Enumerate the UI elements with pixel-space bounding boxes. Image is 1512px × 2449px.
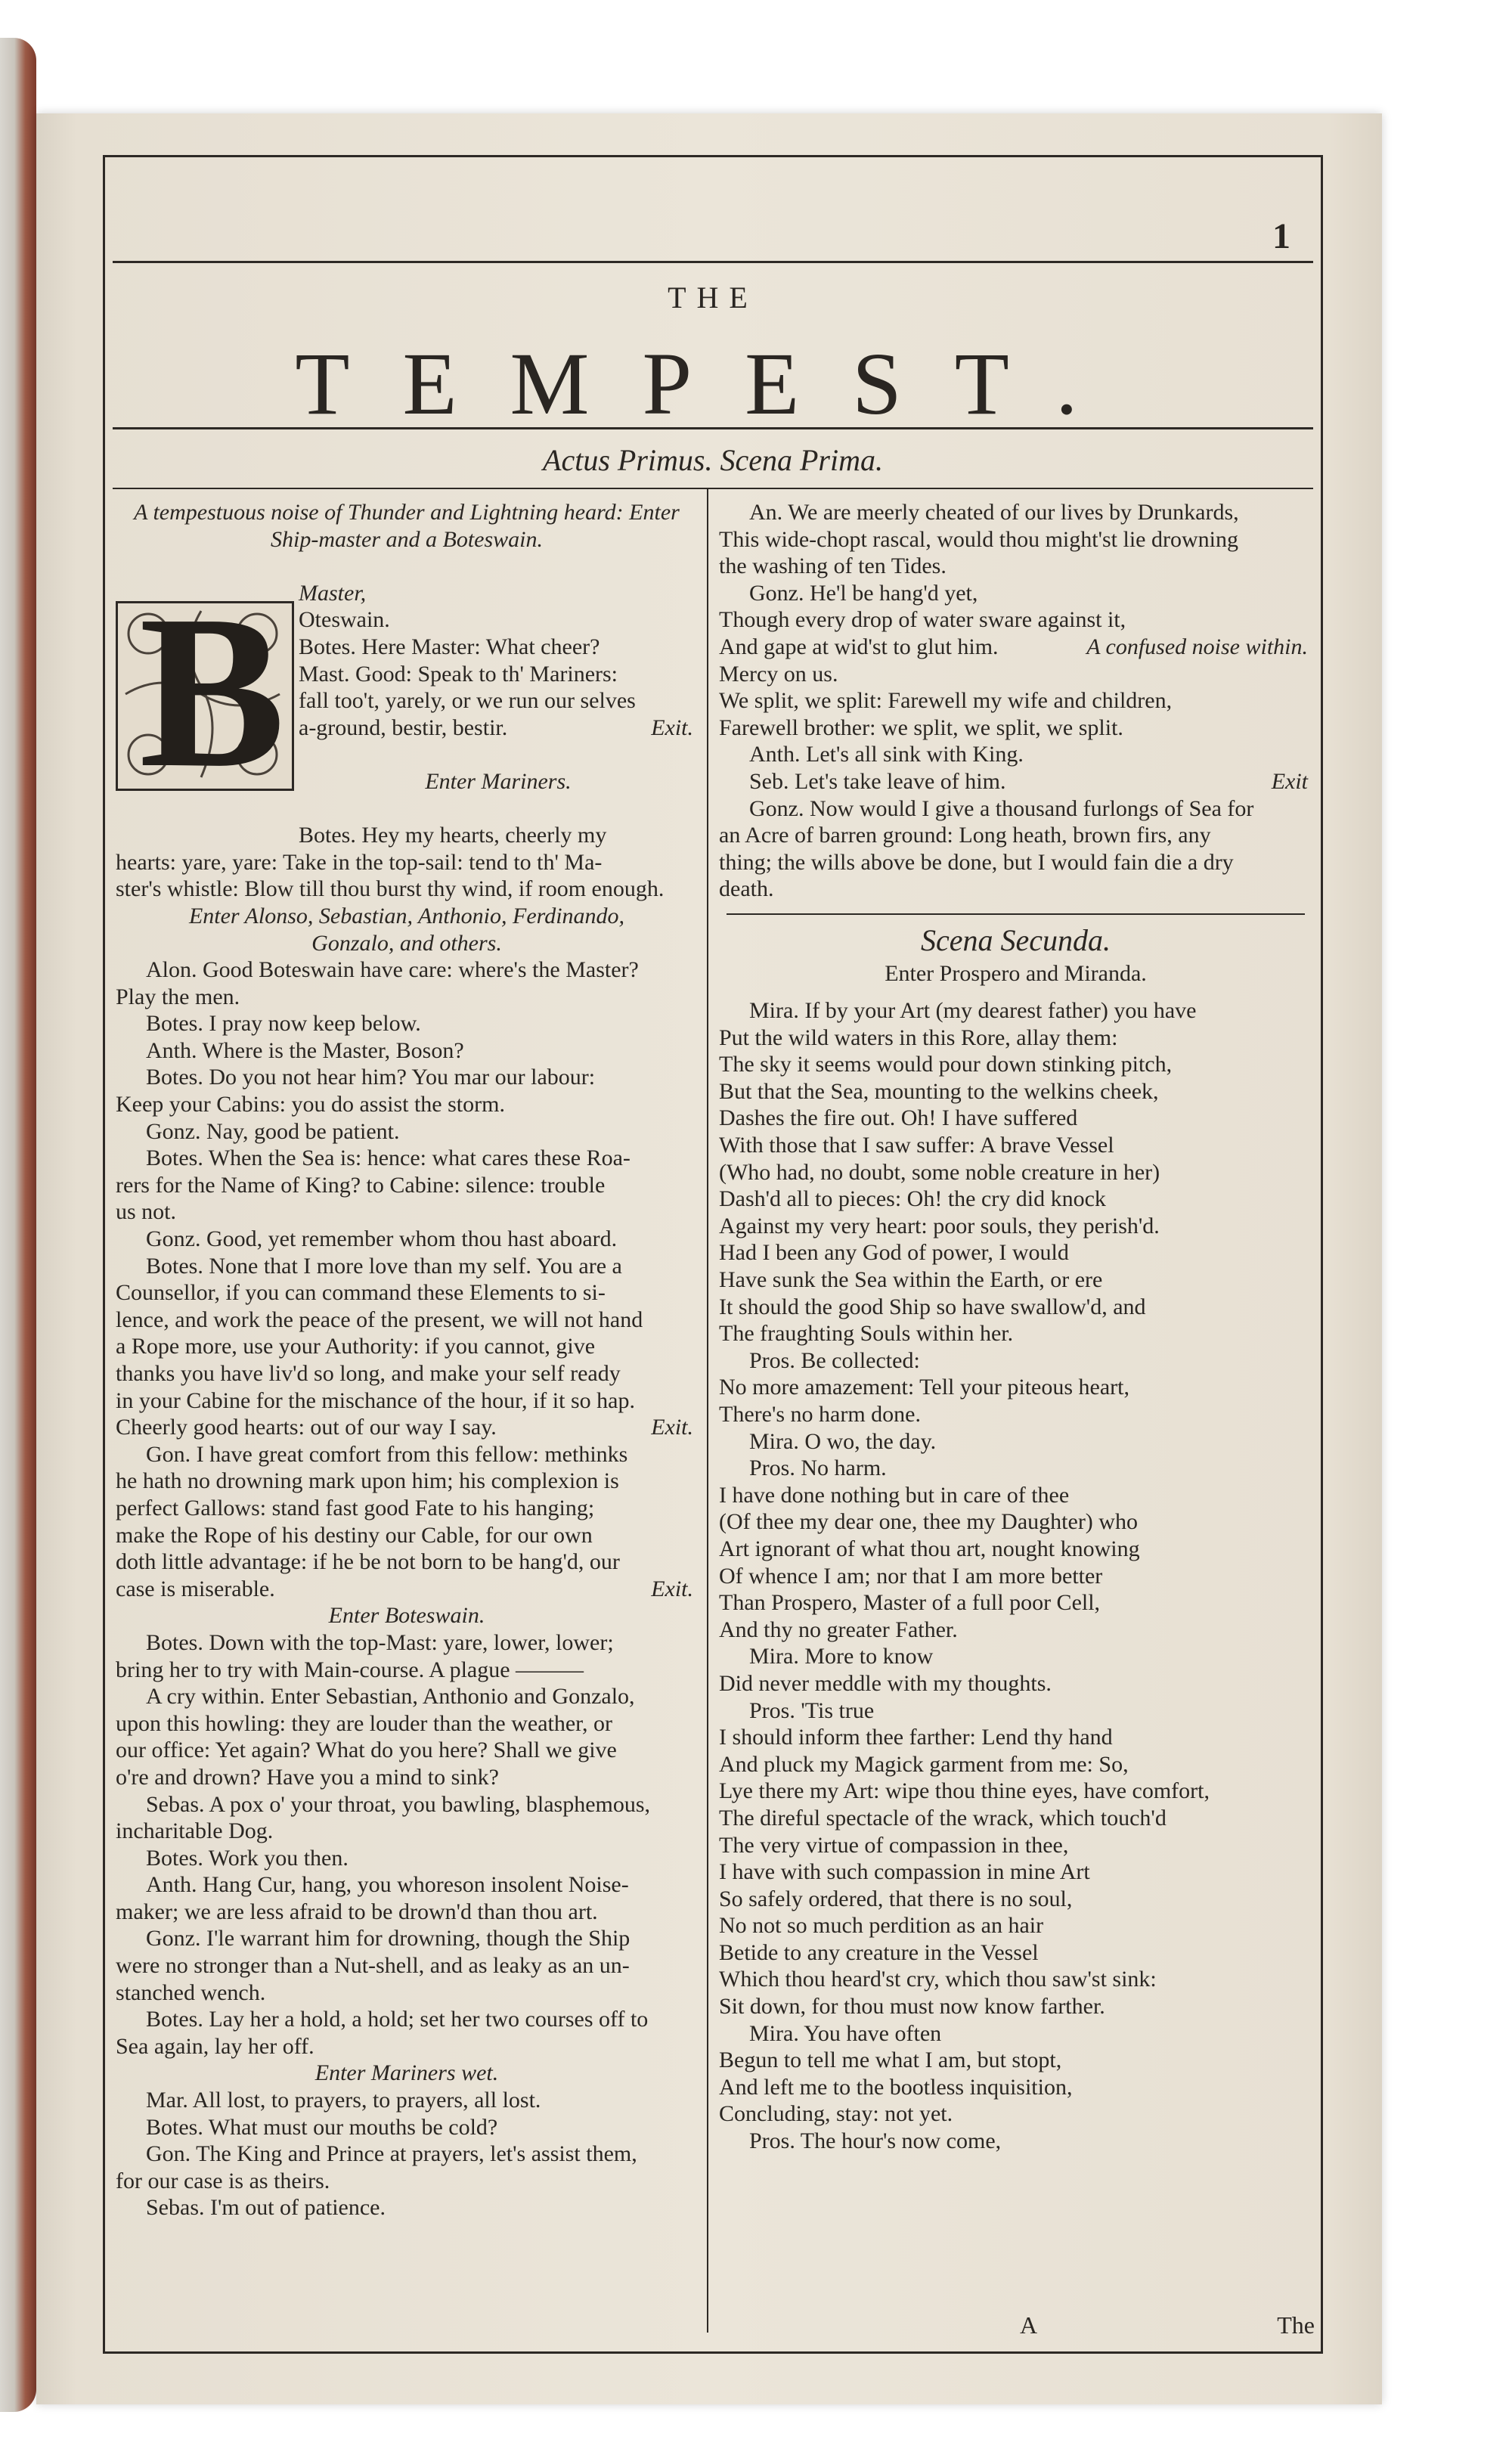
text-line bbox=[719, 1589, 1312, 1617]
text-line bbox=[116, 1522, 698, 1549]
text-line bbox=[116, 903, 698, 930]
line-text: Dash'd all to pieces: Oh! the cry did knock bbox=[719, 1186, 1106, 1212]
line-text: Sit down, for thou must now know farther. bbox=[719, 1994, 1105, 2020]
text-line bbox=[719, 661, 1312, 688]
catchword: The bbox=[1277, 2311, 1315, 2339]
text-line bbox=[719, 2100, 1312, 2128]
line-text: Oteswain. bbox=[299, 607, 390, 633]
line-text: And thy no greater Father. bbox=[719, 1617, 958, 1642]
line-text: bring her to try with Main-course. A plague ——— bbox=[116, 1657, 584, 1682]
text-line bbox=[719, 1536, 1312, 1563]
scene-rule bbox=[727, 913, 1305, 915]
line-text: Botes. None that I more love than my self. You are a bbox=[146, 1253, 622, 1279]
line-text: A cry within. Enter Sebastian, Anthonio and Gonzalo, bbox=[146, 1684, 635, 1710]
line-text: an Acre of barren ground: Long heath, brown firs, any bbox=[719, 823, 1211, 848]
line-text: (Who had, no doubt, some noble creature in her) bbox=[719, 1159, 1160, 1185]
line-text: Mira. If by your Art (my dearest father) you have bbox=[749, 998, 1197, 1024]
text-line bbox=[719, 2047, 1312, 2074]
text-line bbox=[719, 1294, 1312, 1321]
line-text: thanks you have liv'd so long, and make your self ready bbox=[116, 1361, 621, 1386]
line-text: Begun to tell me what I am, but stopt, bbox=[719, 2048, 1062, 2073]
line-text: Gonz. Nay, good be patient. bbox=[146, 1118, 400, 1144]
line-text: us not. bbox=[116, 1199, 177, 1225]
text-line bbox=[116, 2194, 698, 2221]
text-line bbox=[116, 984, 698, 1011]
text-line bbox=[116, 2168, 698, 2195]
text-line bbox=[116, 2141, 698, 2168]
line-text: With those that I saw suffer: A brave Vessel bbox=[719, 1133, 1114, 1158]
line-text: Mercy on us. bbox=[719, 661, 838, 687]
line-text: Gon. The King and Prince at prayers, let's assist them, bbox=[146, 2141, 637, 2167]
line-text: It should the good Ship so have swallow'd, and bbox=[719, 1294, 1146, 1319]
text-line bbox=[719, 1455, 1312, 1482]
text-line bbox=[719, 1266, 1312, 1294]
text-line bbox=[116, 1791, 698, 1818]
line-text: upon this howling: they are louder than the weather, or bbox=[116, 1710, 612, 1736]
line-text: Enter Mariners. bbox=[425, 768, 572, 794]
line-text: lence, and work the peace of the present, we will not hand bbox=[116, 1307, 643, 1332]
line-text: Gonz. Good, yet remember whom thou hast aboard. bbox=[146, 1226, 618, 1252]
text-line bbox=[719, 606, 1312, 634]
book-spine bbox=[0, 38, 36, 2412]
line-text: Pros. The hour's now come, bbox=[749, 2128, 1002, 2154]
line-text: Botes. What must our mouths be cold? bbox=[146, 2114, 498, 2140]
line-text: Mira. O wo, the day. bbox=[749, 1428, 937, 1454]
text-line bbox=[116, 1737, 698, 1764]
line-text: Enter Mariners wet. bbox=[314, 2060, 499, 2086]
title-rule-bottom bbox=[113, 427, 1313, 429]
stage-direction: Exit. bbox=[651, 715, 693, 740]
line-text: Mast. Good: Speak to th' Mariners: bbox=[299, 661, 618, 687]
page-title: TEMPEST. bbox=[295, 334, 1131, 433]
text-line bbox=[719, 580, 1312, 607]
text-line bbox=[719, 849, 1312, 876]
column-divider bbox=[707, 488, 708, 2333]
text-line bbox=[116, 1710, 698, 1738]
text-line bbox=[719, 1724, 1312, 1751]
text-line bbox=[116, 2006, 698, 2033]
scene2-stage-direction: Enter Prospero and Miranda. bbox=[885, 960, 1147, 986]
text-line bbox=[116, 1548, 698, 1576]
line-text: (Of thee my dear one, thee my Daughter) who bbox=[719, 1509, 1138, 1535]
text-line bbox=[116, 1333, 698, 1360]
line-text: a Rope more, use your Authority: if you cannot, give bbox=[116, 1334, 596, 1359]
text-line bbox=[719, 1213, 1312, 1240]
text-line bbox=[719, 1993, 1312, 2020]
text-line bbox=[719, 1966, 1312, 1993]
line-text: Anth. Where is the Master, Boson? bbox=[146, 1037, 464, 1063]
line-text: Mira. You have often bbox=[749, 2020, 942, 2046]
line-text: Which thou heard'st cry, which thou saw'st sink: bbox=[719, 1967, 1157, 1992]
text-line bbox=[116, 849, 698, 876]
drop-cap-letter: B bbox=[139, 570, 286, 813]
text-line bbox=[116, 1037, 698, 1065]
line-text: in your Cabine for the mischance of the hour, if it so hap. bbox=[116, 1387, 635, 1413]
line-text: make the Rope of his destiny our Cable, for our own bbox=[116, 1522, 593, 1548]
text-line bbox=[719, 687, 1312, 715]
text-line bbox=[719, 1186, 1312, 1213]
line-text: Anth. Let's all sink with King. bbox=[749, 742, 1024, 767]
text-line bbox=[719, 1239, 1312, 1266]
text-line bbox=[116, 1145, 698, 1172]
line-text: Dashes the fire out. Oh! I have suffered bbox=[719, 1105, 1078, 1131]
line-text: The direful spectacle of the wrack, which touch'd bbox=[719, 1805, 1167, 1831]
text-line bbox=[719, 1858, 1312, 1886]
text-line bbox=[719, 1886, 1312, 1913]
page-frame bbox=[103, 155, 1323, 2354]
line-text: fall too't, yarely, or we run our selves bbox=[299, 688, 636, 714]
line-text: Cheerly good hearts: out of our way I say. bbox=[116, 1415, 497, 1440]
drop-cap-ornament bbox=[116, 570, 294, 813]
text-line bbox=[719, 1751, 1312, 1778]
line-text: Gonzalo, and others. bbox=[311, 930, 502, 956]
stage-direction: Exit. bbox=[651, 1576, 693, 1601]
text-line bbox=[116, 2087, 698, 2114]
text-line bbox=[719, 1805, 1312, 1832]
line-text: Have sunk the Sea within the Earth, or ere bbox=[719, 1267, 1103, 1293]
text-line bbox=[719, 768, 1312, 795]
line-text: doth little advantage: if he be not born to be hang'd, our bbox=[116, 1549, 620, 1575]
line-text: And gape at wid'st to glut him. bbox=[719, 634, 999, 659]
line-text: Gonz. He'l be hang'd yet, bbox=[749, 580, 978, 606]
text-line bbox=[116, 1064, 698, 1091]
text-line bbox=[719, 1912, 1312, 1939]
title-rule-top bbox=[113, 261, 1313, 263]
text-line bbox=[116, 1495, 698, 1522]
line-text: Keep your Cabins: you do assist the storm. bbox=[116, 1092, 505, 1118]
page-number: 1 bbox=[1272, 216, 1290, 256]
line-text: This wide-chopt rascal, would thou might'st lie drowning bbox=[719, 526, 1238, 552]
text-line bbox=[116, 1871, 698, 1899]
line-text: I have done nothing but in care of thee bbox=[719, 1482, 1070, 1508]
text-line bbox=[116, 1979, 698, 2007]
line-text: case is miserable. bbox=[116, 1576, 275, 1601]
text-line bbox=[719, 526, 1312, 553]
text-line bbox=[116, 1657, 698, 1684]
line-text: Had I been any God of power, I would bbox=[719, 1240, 1069, 1266]
text-line bbox=[116, 1441, 698, 1468]
line-text: Anth. Hang Cur, hang, you whoreson insolent Noise- bbox=[146, 1872, 629, 1898]
book-page bbox=[36, 113, 1382, 2404]
line-text: Sebas. A pox o' your throat, you bawling, blasphemous, bbox=[146, 1791, 651, 1817]
text-line bbox=[116, 2033, 698, 2060]
line-text: Botes. Lay her a hold, a hold; set her two courses off to bbox=[146, 2007, 649, 2032]
signature-mark: A bbox=[1020, 2311, 1038, 2339]
text-line bbox=[719, 822, 1312, 849]
line-text: No more amazement: Tell your piteous heart, bbox=[719, 1375, 1130, 1400]
text-line bbox=[719, 997, 1312, 1025]
line-text: And left me to the bootless inquisition, bbox=[719, 2074, 1073, 2100]
text-line bbox=[719, 1428, 1312, 1455]
line-text: Master, bbox=[299, 580, 367, 606]
text-line bbox=[719, 1617, 1312, 1644]
line-text: Seb. Let's take leave of him. bbox=[749, 768, 1006, 794]
text-line bbox=[719, 2128, 1312, 2155]
text-line bbox=[116, 1683, 698, 1710]
line-text: Against my very heart: poor souls, they perish'd. bbox=[719, 1213, 1160, 1238]
text-line bbox=[719, 1078, 1312, 1105]
left-column bbox=[116, 499, 698, 2221]
text-line bbox=[719, 795, 1312, 823]
text-line bbox=[719, 634, 1312, 661]
text-line bbox=[719, 876, 1312, 903]
line-text: Of whence I am; nor that I am more better bbox=[719, 1563, 1103, 1589]
line-text: perfect Gallows: stand fast good Fate to his hanging; bbox=[116, 1495, 595, 1521]
scene2-heading: Scena Secunda. bbox=[920, 922, 1111, 957]
text-line bbox=[116, 876, 698, 903]
line-text: We split, we split: Farewell my wife and children, bbox=[719, 688, 1173, 714]
line-text: Though every drop of water sware against it, bbox=[719, 607, 1126, 633]
text-line bbox=[116, 1629, 698, 1657]
text-line bbox=[116, 1387, 698, 1415]
scene1-continuation bbox=[719, 499, 1312, 903]
line-text: Sea again, lay her off. bbox=[116, 2033, 314, 2059]
text-line bbox=[116, 1952, 698, 1979]
text-line bbox=[116, 1226, 698, 1253]
stage-direction: Exit. bbox=[651, 1415, 693, 1440]
line-text: Botes. Here Master: What cheer? bbox=[299, 634, 600, 659]
line-text: Mira. More to know bbox=[749, 1644, 934, 1669]
text-line bbox=[116, 1198, 698, 1226]
text-line bbox=[116, 822, 698, 849]
text-line bbox=[116, 1172, 698, 1199]
right-column bbox=[719, 499, 1312, 2155]
line-text: Pros. Be collected: bbox=[749, 1347, 920, 1373]
text-line bbox=[719, 1563, 1312, 1590]
top-rule bbox=[105, 155, 1321, 157]
text-line bbox=[116, 1899, 698, 1926]
line-text: Pros. No harm. bbox=[749, 1455, 887, 1481]
line-text: But that the Sea, mounting to the welkins cheek, bbox=[719, 1078, 1159, 1104]
line-text: Botes. Hey my hearts, cheerly my bbox=[299, 823, 607, 848]
text-line bbox=[719, 2074, 1312, 2101]
text-line bbox=[719, 1939, 1312, 1967]
line-text: Concluding, stay: not yet. bbox=[719, 2101, 953, 2127]
text-line bbox=[719, 741, 1312, 768]
text-line bbox=[719, 1832, 1312, 1859]
line-text: death. bbox=[719, 876, 774, 902]
line-text: Gonz. Now would I give a thousand furlongs of Sea for bbox=[749, 795, 1254, 821]
line-text: A tempestuous noise of Thunder and Lightning heard: Enter bbox=[134, 500, 680, 525]
text-line bbox=[719, 1132, 1312, 1159]
text-line bbox=[116, 2114, 698, 2141]
text-line bbox=[116, 526, 698, 553]
line-text: o're and drown? Have you a mind to sink? bbox=[116, 1764, 499, 1790]
line-text: No not so much perdition as an hair bbox=[719, 1913, 1044, 1939]
line-text: The very virtue of compassion in thee, bbox=[719, 1832, 1069, 1858]
line-text: Enter Boteswain. bbox=[328, 1603, 485, 1629]
text-line bbox=[116, 1307, 698, 1334]
text-line bbox=[719, 1025, 1312, 1052]
text-line bbox=[116, 1468, 698, 1495]
text-line bbox=[116, 1602, 698, 1629]
line-text: Mar. All lost, to prayers, to prayers, all lost. bbox=[146, 2088, 541, 2113]
text-line bbox=[719, 1105, 1312, 1132]
line-text: stanched wench. bbox=[116, 1979, 266, 2005]
line-text: Botes. Work you then. bbox=[146, 1845, 349, 1871]
text-line bbox=[116, 1576, 698, 1603]
text-line bbox=[116, 1845, 698, 1872]
line-text: incharitable Dog. bbox=[116, 1818, 274, 1844]
text-line bbox=[116, 1253, 698, 1280]
text-line bbox=[116, 1091, 698, 1118]
text-line bbox=[719, 2020, 1312, 2048]
line-text: Sebas. I'm out of patience. bbox=[146, 2195, 386, 2221]
line-text: I have with such compassion in mine Art bbox=[719, 1859, 1090, 1885]
line-text: Counsellor, if you can command these Elements to si- bbox=[116, 1280, 606, 1306]
text-line bbox=[719, 715, 1312, 742]
line-text: a-ground, bestir, bestir. bbox=[299, 715, 508, 740]
heading-rule bbox=[113, 488, 1313, 489]
line-text: thing; the wills above be done, but I would fain die a dry bbox=[719, 849, 1234, 875]
stage-direction: Exit bbox=[1271, 768, 1308, 794]
line-text: maker; we are less afraid to be drown'd than thou art. bbox=[116, 1899, 598, 1924]
line-text: Play the men. bbox=[116, 984, 240, 1009]
text-line bbox=[116, 2060, 698, 2087]
text-line bbox=[719, 1482, 1312, 1509]
scene2-lines bbox=[719, 997, 1312, 2155]
text-line bbox=[719, 1778, 1312, 1805]
text-line bbox=[116, 1279, 698, 1307]
text-line bbox=[719, 499, 1312, 526]
line-text: Enter Alonso, Sebastian, Anthonio, Ferdinando, bbox=[188, 903, 625, 928]
line-text: Did never meddle with my thoughts. bbox=[719, 1670, 1052, 1696]
line-text: were no stronger than a Nut-shell, and as leaky as an un- bbox=[116, 1953, 630, 1979]
line-text: Pros. 'Tis true bbox=[749, 1697, 875, 1723]
text-line bbox=[719, 1159, 1312, 1186]
stage-direction: A confused noise within. bbox=[1086, 634, 1308, 659]
line-text: And pluck my Magick garment from me: So, bbox=[719, 1751, 1129, 1777]
line-text: An. We are meerly cheated of our lives by Drunkards, bbox=[749, 500, 1239, 525]
text-line bbox=[719, 553, 1312, 580]
line-text: the washing of ten Tides. bbox=[719, 553, 947, 579]
line-text: Lye there my Art: wipe thou thine eyes, have comfort, bbox=[719, 1778, 1210, 1804]
line-text: our office: Yet again? What do you here? Shall we give bbox=[116, 1738, 617, 1763]
text-line bbox=[719, 1643, 1312, 1670]
text-line bbox=[719, 1670, 1312, 1697]
text-line bbox=[719, 1374, 1312, 1401]
text-line bbox=[116, 1360, 698, 1387]
text-line bbox=[116, 1010, 698, 1037]
text-line bbox=[116, 1764, 698, 1791]
text-line bbox=[116, 956, 698, 984]
line-text: The fraughting Souls within her. bbox=[719, 1321, 1014, 1347]
line-text: Botes. I pray now keep below. bbox=[146, 1011, 421, 1037]
line-text: Gon. I have great comfort from this fellow: methinks bbox=[146, 1441, 628, 1467]
text-line bbox=[719, 1051, 1312, 1078]
text-line bbox=[719, 1320, 1312, 1347]
text-line bbox=[116, 499, 698, 526]
line-text: I should inform thee farther: Lend thy hand bbox=[719, 1725, 1113, 1750]
line-text: Than Prospero, Master of a full poor Cell, bbox=[719, 1590, 1101, 1616]
text-line bbox=[719, 1347, 1312, 1375]
text-line bbox=[116, 1925, 698, 1952]
text-line bbox=[116, 1414, 698, 1441]
line-text: for our case is as theirs. bbox=[116, 2168, 330, 2193]
line-text: hearts: yare, yare: Take in the top-sail: tend to th' Ma- bbox=[116, 849, 603, 875]
text-line bbox=[116, 1818, 698, 1845]
line-text: Botes. Do you not hear him? You mar our labour: bbox=[146, 1065, 596, 1090]
line-text: Farewell brother: we split, we split, we split. bbox=[719, 715, 1123, 740]
line-text: ster's whistle: Blow till thou burst thy wind, if room enough. bbox=[116, 876, 665, 902]
scene-heading: Actus Primus. Scena Prima. bbox=[543, 443, 883, 477]
text-line bbox=[719, 1401, 1312, 1428]
text-line bbox=[719, 1508, 1312, 1536]
line-text: Botes. Down with the top-Mast: yare, lower, lower; bbox=[146, 1629, 614, 1655]
line-text: Betide to any creature in the Vessel bbox=[719, 1939, 1039, 1965]
line-text: rers for the Name of King? to Cabine: silence: trouble bbox=[116, 1172, 606, 1198]
text-line bbox=[116, 1118, 698, 1145]
line-text: Art ignorant of what thou art, nought knowing bbox=[719, 1536, 1140, 1561]
line-text: So safely ordered, that there is no soul, bbox=[719, 1886, 1073, 1911]
text-line bbox=[116, 930, 698, 957]
line-text: Ship-master and a Boteswain. bbox=[271, 526, 543, 552]
line-text: Botes. When the Sea is: hence: what cares these Roa- bbox=[146, 1145, 631, 1171]
line-text: he hath no drowning mark upon him; his complexion is bbox=[116, 1468, 619, 1494]
title-prefix: THE bbox=[668, 281, 758, 315]
line-text: The sky it seems would pour down stinking pitch, bbox=[719, 1052, 1173, 1077]
line-text: There's no harm done. bbox=[719, 1402, 921, 1427]
text-line bbox=[719, 1697, 1312, 1725]
line-text: Alon. Good Boteswain have care: where's the Master? bbox=[146, 957, 639, 983]
line-text: Put the wild waters in this Rore, allay them: bbox=[719, 1025, 1118, 1050]
line-text: Gonz. I'le warrant him for drowning, though the Ship bbox=[146, 1926, 631, 1951]
